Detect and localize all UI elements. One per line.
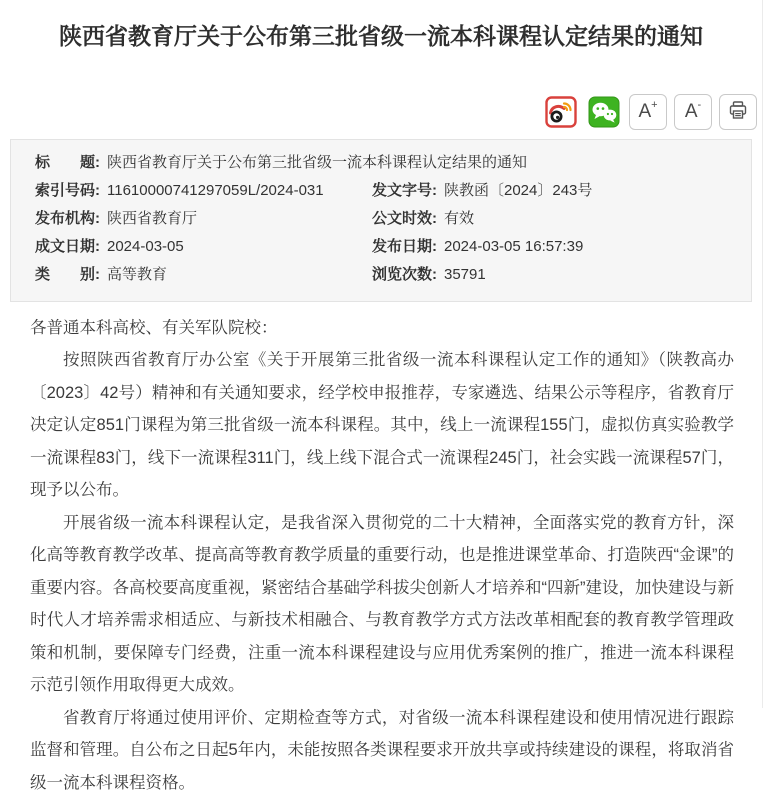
meta-value-doc-number: 陕教函〔2024〕243号 — [444, 181, 593, 199]
meta-label-title: 标 题: — [35, 153, 100, 171]
meta-row-issuer — [35, 205, 733, 233]
meta-value-title: 陕西省教育厅关于公布第三批省级一流本科课程认定结果的通知 — [107, 153, 528, 171]
meta-value-issuer: 陕西省教育厅 — [107, 209, 198, 227]
meta-label-doc-number: 发文字号: — [372, 181, 437, 199]
meta-value-category: 高等教育 — [107, 265, 168, 283]
font-decrease-label: A — [684, 101, 698, 123]
wechat-icon — [588, 96, 620, 128]
meta-value-validity: 有效 — [444, 209, 475, 227]
meta-row-dates — [35, 233, 733, 261]
font-increase-button[interactable] — [629, 94, 667, 130]
document-meta-box — [10, 139, 752, 302]
weibo-share-button[interactable] — [545, 96, 577, 128]
meta-value-index: 11610000741297059L/2024-031 — [107, 181, 324, 199]
meta-label-index: 索引号码: — [35, 181, 100, 199]
meta-value-written-date: 2024-03-05 — [107, 237, 184, 255]
paragraph-1: 按照陕西省教育厅办公室《关于开展第三批省级一流本科课程认定工作的通知》（陕教高办〔2023〕42号）精神和有关通知要求，经学校申报推荐，专家遴选、结果公示等程序，省教育厅决定认定851门课程为第三批省级一流本科课程。其中，线上一流课程155门，虚拟仿真实验教学一流课程83门，线下一流课程311门，线上线下混合式一流课程245门，社会实践一流课程57门，现予以公布。 — [30, 351, 734, 500]
toolbar — [0, 94, 757, 130]
salutation: 各普通本科高校、有关军队院校： — [30, 318, 278, 337]
meta-label-validity: 公文时效: — [372, 209, 437, 227]
page-title: 陕西省教育厅关于公布第三批省级一流本科课程认定结果的通知 — [59, 23, 703, 49]
meta-label-views: 浏览次数: — [372, 265, 437, 283]
meta-label-issuer: 发布机构: — [35, 209, 100, 227]
meta-value-publish-date: 2024-03-05 16:57:39 — [444, 237, 584, 255]
meta-label-written-date: 成文日期: — [35, 237, 100, 255]
weibo-icon — [545, 96, 577, 128]
font-decrease-sign: - — [697, 99, 702, 112]
meta-row-index — [35, 177, 733, 205]
paragraph-3: 省教育厅将通过使用评价、定期检查等方式，对省级一流本科课程建设和使用情况进行跟踪监督和管理。自公布之日起5年内，未能按照各类课程要求开放共享或持续建设的课程，将取消省级一流本科课程资格。 — [30, 708, 734, 792]
wechat-share-button[interactable] — [588, 96, 620, 128]
meta-label-category: 类 别: — [35, 265, 100, 283]
meta-row-title — [35, 149, 733, 177]
meta-row-category — [35, 261, 733, 289]
font-increase-sign: + — [651, 99, 658, 112]
paragraph-2: 开展省级一流本科课程认定，是我省深入贯彻党的二十大精神，全面落实党的教育方针，深化高等教育教学改革、提高高等教育教学质量的重要行动，也是推进课堂革命、打造陕西“金课”的重要内容。各高校要高度重视，紧密结合基础学科拔尖创新人才培养和“四新”建设，加快建设与新时代人才培养需求相适应、与新技术相融合、与教育教学方式方法改革相配套的教育教学管理政策和机制，要保障专门经费，注重一流本科课程建设与应用优秀案例的推广，推进一流本科课程示范引领作用取得更大成效。 — [30, 513, 734, 695]
font-decrease-button[interactable] — [674, 94, 712, 130]
printer-icon — [728, 100, 748, 124]
notice-body — [30, 312, 734, 799]
meta-value-views: 35791 — [444, 265, 486, 283]
print-button[interactable] — [719, 94, 757, 130]
font-increase-label: A — [638, 101, 652, 123]
meta-label-publish-date: 发布日期: — [372, 237, 437, 255]
